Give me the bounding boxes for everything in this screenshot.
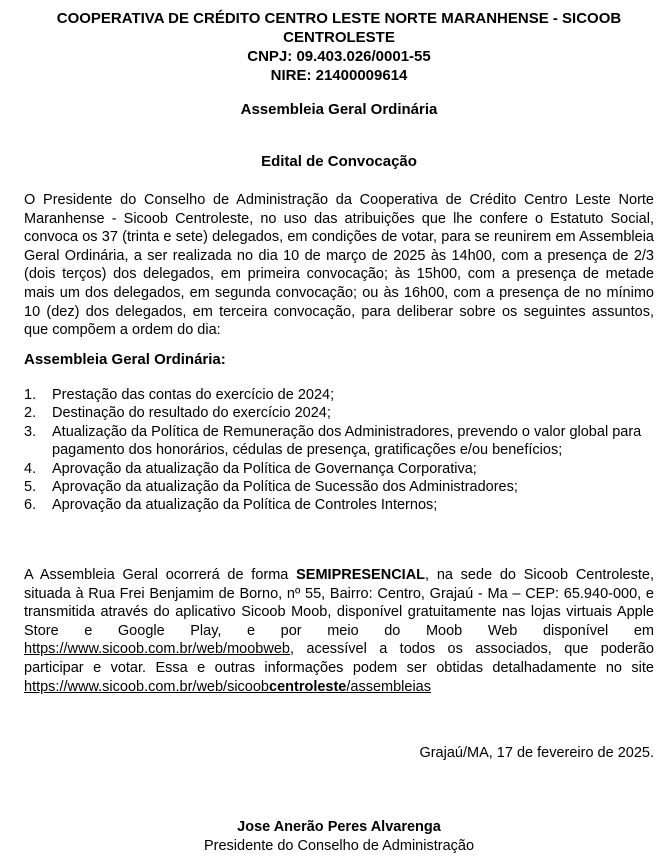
- agenda-item-number: 2.: [24, 405, 37, 422]
- agenda-item: [24, 460, 654, 478]
- moobweb-link[interactable]: https://www.sicoob.com.br/web/moobweb: [24, 641, 290, 658]
- agenda-item-text: Aprovação da atualização da Política de Sucessão dos Administradores;: [52, 479, 518, 496]
- agenda-item: [24, 478, 654, 496]
- assembly-title: Assembleia Geral Ordinária: [240, 101, 438, 118]
- document-header: [24, 9, 654, 85]
- intro-paragraph: O Presidente do Conselho de Administração da Cooperativa de Crédito Centro Leste Norte Maranhense - Sicoob Centroleste, no uso das atribuições que lhe confere o Estatuto Social, convoca os 37 (trinta e sete) delegados, em condições de votar, para se reunirem em Assembleia Geral Ordinária, a ser realizada no dia 10 de março de 2025 às 14h00, com a presença de 2/3 (dois terços) dos delegados, em primeira convocação; às 15h00, com a presença de metade mais um dos delegados, em segunda convocação; ou às 16h00, com a presença de no mínimo 10 (dez) dos delegados, em terceira convocação, para deliberar sobre os seguintes assuntos, que compõem a ordem do dia:: [24, 192, 654, 339]
- agenda-item-number: 1.: [24, 387, 37, 403]
- agenda-item-number: 6.: [24, 497, 37, 514]
- assemblies-link-start: https://www.sicoob.com.br/web/sicoob: [24, 678, 269, 695]
- document-date: Grajaú/MA, 17 de fevereiro de 2025.: [419, 745, 654, 761]
- agenda-item: [24, 386, 654, 404]
- agenda-item-text: Destinação do resultado do exercício 2024;: [52, 405, 331, 422]
- info-text-part3: , acessível a todos os associados, que poderão participar e votar. Essa e outras informações podem ser obtidas detalhadamente no site: [24, 641, 654, 676]
- cooperative-name-line1: COOPERATIVA DE CRÉDITO CENTRO LESTE NORTE MARANHENSE - SICOOB: [56, 10, 622, 27]
- signature-block: [24, 818, 654, 856]
- agenda-item-text: Atualização da Política de Remuneração dos Administradores, prevendo o valor global para pagamento dos honorários, cédulas de presença, gratificações e/ou benefícios;: [52, 423, 642, 459]
- cooperative-name-line2: CENTROLESTE: [283, 29, 395, 46]
- nire: NIRE: 21400009614: [270, 67, 408, 84]
- agenda-item: [24, 404, 654, 422]
- agenda-list: [24, 386, 654, 515]
- signatory-role: Presidente do Conselho de Administração: [203, 838, 475, 854]
- info-text-part1: A Assembleia Geral ocorrerá de forma: [24, 567, 297, 583]
- agenda-item-text: Aprovação da atualização da Política de Governança Corporativa;: [52, 460, 477, 477]
- agenda-item: [24, 496, 654, 514]
- agenda-item: [24, 423, 654, 460]
- info-paragraph: [24, 566, 654, 696]
- agenda-title: Assembleia Geral Ordinária:: [24, 351, 226, 368]
- assemblies-link-bold: centroleste: [269, 678, 347, 695]
- assemblies-link[interactable]: [24, 679, 431, 695]
- meeting-mode: SEMIPRESENCIAL: [296, 567, 426, 583]
- edital-title: Edital de Convocação: [261, 153, 417, 170]
- agenda-item-number: 5.: [24, 479, 37, 496]
- assemblies-link-end: /assembleias: [346, 678, 431, 695]
- signatory-name: Jose Anerão Peres Alvarenga: [237, 819, 441, 835]
- cnpj: CNPJ: 09.403.026/0001-55: [247, 48, 431, 65]
- agenda-item-text: Aprovação da atualização da Política de Controles Internos;: [52, 497, 438, 514]
- agenda-item-number: 3.: [24, 423, 37, 440]
- agenda-item-text: Prestação das contas do exercício de 2024;: [52, 387, 335, 403]
- agenda-item-number: 4.: [24, 460, 37, 477]
- info-text-part2: , na sede do Sicoob Centroleste, situada à Rua Frei Benjamim de Borno, nº 55, Bairro: Centro, Grajaú - Ma – CEP: 65.940-000, e transmitida através do aplicativo Sicoob Moob, disponível gratuitamente nas lojas virtuais Apple Store e Google Play, e por meio do Moob Web disponível em: [24, 567, 654, 639]
